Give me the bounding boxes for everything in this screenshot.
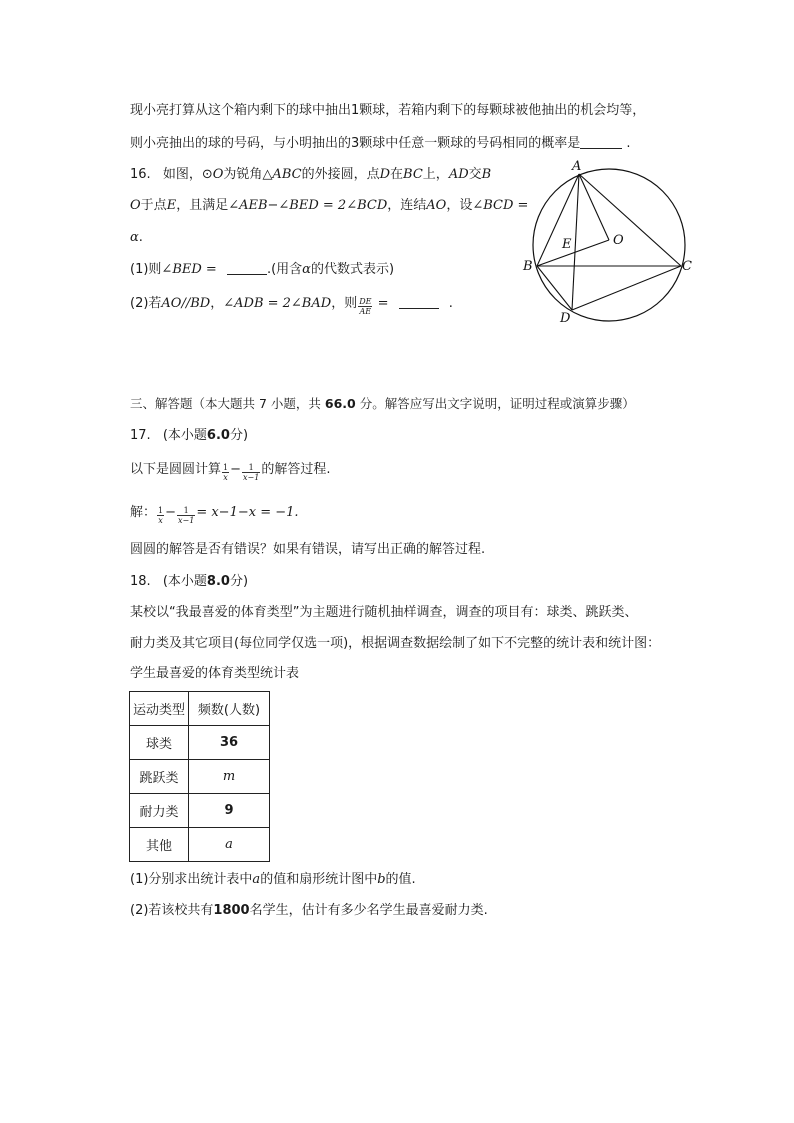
label-D: D [560, 311, 571, 326]
fraction-DE-AE [358, 297, 372, 316]
label-A: A [572, 160, 582, 174]
table-row [130, 828, 270, 862]
math-b: b [377, 872, 386, 887]
q17-header [130, 427, 248, 445]
q16-text: .(用含 [266, 262, 303, 277]
q16-text: ，且满足 [176, 198, 229, 213]
q15-end: . [622, 136, 631, 151]
table-cell: 耐力类 [130, 794, 189, 828]
q18-text: 耐力类及其它项目(每位同学仅选一项)，根据调查数据绘制了如下不完整的统计表和统计图： [130, 636, 661, 651]
q16-text: 在 [390, 167, 404, 182]
math-BC: BC [403, 167, 423, 182]
segment-AB [537, 174, 579, 266]
question-number: 17. [130, 428, 151, 443]
math-minus: − [230, 462, 242, 477]
q17-text: 的解答过程. [261, 462, 331, 477]
label-C: C [682, 259, 692, 274]
fraction [157, 506, 164, 525]
circumcircle [533, 169, 685, 321]
q16-text: ，设 [446, 198, 473, 213]
math-alpha: α [302, 262, 311, 277]
q16-text: . [138, 230, 143, 245]
solution-label: 解： [130, 505, 157, 520]
table-cell: 其他 [130, 828, 189, 862]
table-cell: 9 [189, 794, 270, 828]
fraction-denominator: AE [359, 307, 372, 316]
fraction [242, 463, 260, 482]
q18-part-2 [130, 902, 488, 920]
math-angle: ∠BED = [161, 262, 217, 277]
geometry-figure [520, 160, 720, 330]
q18-part-1 [130, 871, 416, 889]
score-value: 6.0 [206, 428, 230, 443]
q16-text: 的外接圆，点 [301, 167, 380, 182]
math-alpha: α [130, 230, 139, 245]
fraction-numerator: 1 [177, 506, 195, 516]
math-D: D [379, 167, 391, 182]
score-label: 分) [229, 428, 249, 443]
q16-text: 于点 [140, 198, 167, 213]
math-equation: ∠AEB−∠BED = 2∠BCD [228, 198, 388, 213]
math-E: E [166, 198, 177, 213]
q18-text: 某校以“我最喜爱的体育类型”为主题进行随机抽样调查，调查的项目有：球类、跳跃类、 [130, 605, 638, 620]
q16-text: ，连结 [387, 198, 427, 213]
q17-line-3 [130, 541, 485, 559]
q15-line-2 [130, 134, 631, 153]
table-cell: a [189, 828, 270, 862]
answer-blank [399, 294, 439, 309]
math-triangle: △ABC [262, 167, 302, 182]
table-cell: m [189, 760, 270, 794]
math-equation: ∠BCD = [472, 198, 529, 213]
table-row [130, 726, 270, 760]
q16-part-1 [130, 260, 394, 279]
q15-text-1: 现小亮打算从这个箱内剩下的球中抽出1颗球，若箱内剩下的每颗球被他抽出的机会均等， [130, 103, 646, 118]
segment-BD [537, 266, 572, 310]
math-parallel: AO//BD [161, 296, 211, 311]
q18-text: 名学生，估计有多少名学生最喜爱耐力类. [249, 903, 488, 918]
score-value: 8.0 [206, 574, 230, 589]
circle-symbol: ⊙ [201, 167, 213, 182]
section-title: 三、解答题（本大题共 7 小题，共 [130, 396, 325, 411]
segment-AD [572, 174, 579, 310]
q15-text-2: 则小亮抽出的球的号码，与小明抽出的3颗球中任意一颗球的号码相同的概率是 [130, 136, 581, 151]
q18-text: 的值和扇形统计图中 [260, 872, 378, 887]
q17-line-1 [130, 461, 330, 482]
segment-AC [579, 174, 681, 266]
q18-line-2 [130, 635, 660, 653]
answer-blank [227, 260, 267, 275]
part-label: (1)则 [130, 262, 162, 277]
q15-line-1 [130, 102, 645, 120]
label-E: E [562, 237, 572, 252]
q18-text: 的值. [385, 872, 416, 887]
math-equals: = [373, 296, 389, 311]
q16-part-2 [130, 294, 453, 316]
section-title: 分。解答应写出文字说明，证明过程或演算步骤） [355, 396, 635, 411]
table-cell: 球类 [130, 726, 189, 760]
math-minus: − [165, 505, 177, 520]
math-a: a [252, 872, 261, 887]
label-O: O [613, 233, 624, 248]
table-cell: 跳跃类 [130, 760, 189, 794]
math-expression: = x−1−x = −1. [196, 505, 299, 520]
question-number: 18. [130, 574, 151, 589]
table-header: 运动类型 [130, 692, 189, 726]
math-O: O [212, 167, 224, 182]
math-AD: AD [448, 167, 469, 182]
math-O: O [130, 198, 141, 213]
segment-DC [572, 266, 681, 310]
section-score: 66.0 [324, 396, 356, 411]
fraction [177, 506, 195, 525]
part-label: (2)若该校共有 [130, 903, 214, 918]
math-B: B [481, 167, 492, 182]
score-label: (本小题 [162, 574, 207, 589]
fraction-numerator: 1 [242, 463, 260, 473]
table-row [130, 760, 270, 794]
math-equation: ∠ADB = 2∠BAD [223, 296, 332, 311]
q17-text: 以下是圆圆计算 [130, 462, 222, 477]
q17-text: 圆圆的解答是否有错误？如果有错误，请写出正确的解答过程. [130, 542, 486, 557]
fraction-numerator: 1 [158, 506, 164, 515]
table-cell: 36 [189, 726, 270, 760]
math-AO: AO [426, 198, 447, 213]
fraction-numerator: 1 [223, 463, 229, 472]
answer-blank [580, 134, 622, 149]
q16-line-3 [130, 229, 143, 247]
stats-table [129, 691, 270, 862]
q16-text: ，则 [331, 296, 358, 311]
segment-BO [537, 240, 609, 266]
fraction-denominator: x [223, 473, 228, 482]
fraction-numerator: DE [359, 297, 372, 306]
student-count: 1800 [213, 903, 250, 918]
table-title [130, 665, 299, 683]
fraction-denominator: x−1 [243, 473, 260, 482]
q16-text: ， [210, 296, 224, 311]
score-label: 分) [229, 574, 249, 589]
fraction-denominator: x−1 [178, 516, 195, 525]
q17-solution [130, 504, 299, 525]
table-caption: 学生最喜爱的体育类型统计表 [130, 666, 300, 681]
fraction [222, 463, 229, 482]
label-B: B [523, 259, 533, 274]
q16-line-1 [130, 166, 491, 184]
q16-text: . [448, 296, 453, 311]
q16-text: 如图， [162, 167, 202, 182]
q18-header [130, 573, 248, 591]
table-header: 频数(人数) [189, 692, 270, 726]
section-heading [130, 395, 635, 413]
question-number: 16. [130, 167, 151, 182]
q16-line-2 [130, 197, 528, 215]
q16-text: 交 [468, 167, 482, 182]
score-label: (本小题 [162, 428, 207, 443]
part-label: (1)分别求出统计表中 [130, 872, 253, 887]
q16-text: 为锐角 [223, 167, 263, 182]
segment-AO [579, 174, 609, 240]
table-row [130, 794, 270, 828]
table-header-row [130, 692, 270, 726]
q18-line-1 [130, 604, 637, 622]
part-label: (2)若 [130, 296, 162, 311]
q16-text: 上， [422, 167, 449, 182]
fraction-denominator: x [158, 516, 163, 525]
q16-text: 的代数式表示) [310, 262, 395, 277]
